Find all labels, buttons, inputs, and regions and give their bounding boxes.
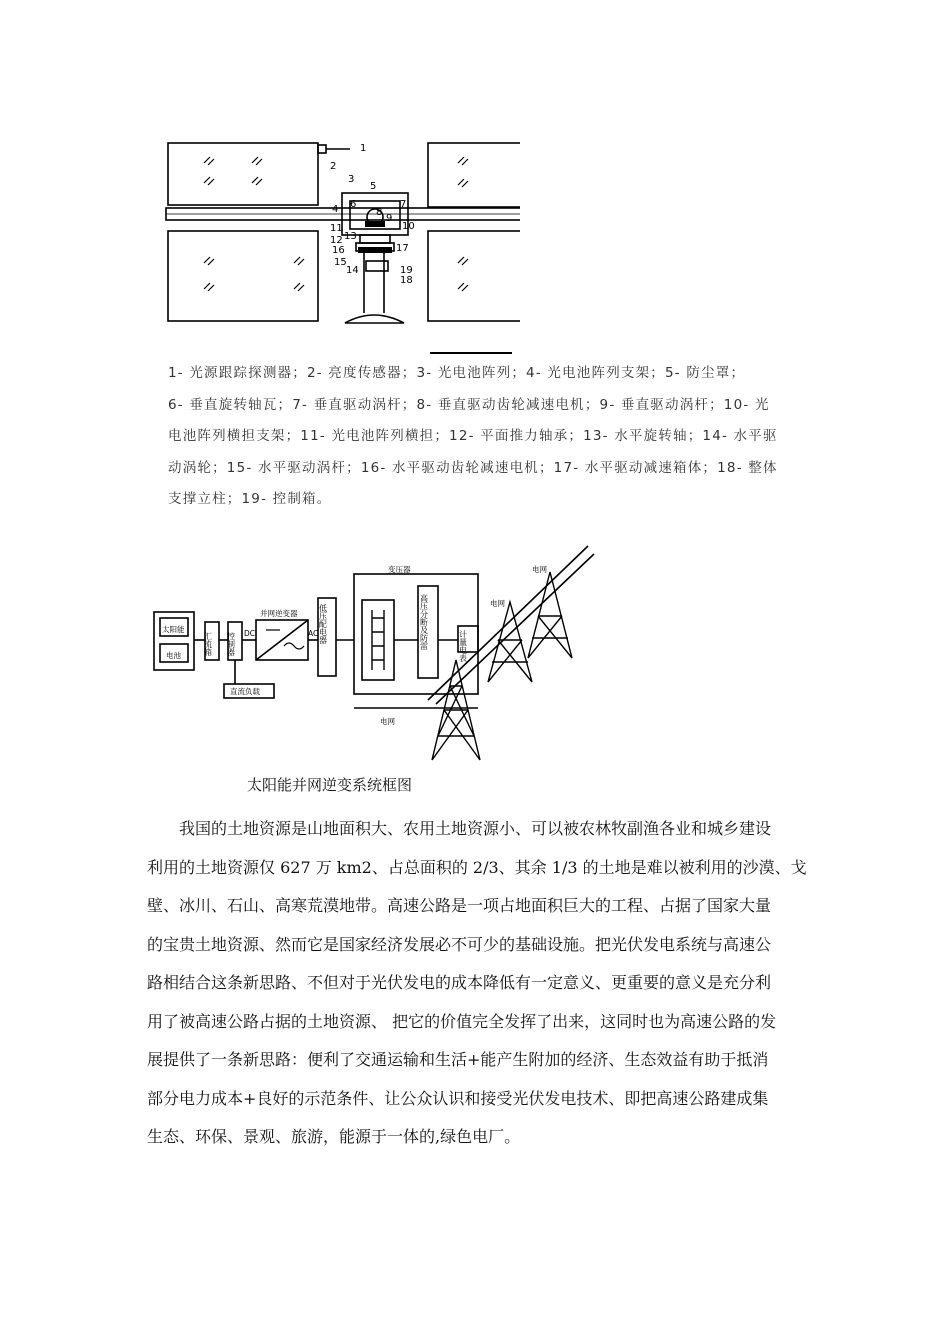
body-line: 路相结合这条新思路、不但对于光伏发电的成本降低有一定意义、更重要的意义是充分利: [147, 973, 772, 992]
part-number: 17: [396, 243, 409, 254]
solar-tracker-diagram: [160, 135, 520, 357]
part-number: 5: [370, 181, 377, 192]
body-line: 生态、环保、景观、旅游，能源于一体的,绿色电厂。: [147, 1127, 521, 1146]
legend-line: 1- 光源跟踪探测器；2- 亮度传感器；3- 光电池阵列；4- 光电池阵列支架；5- 防尘罩；: [168, 365, 746, 381]
figure-caption: 太阳能并网逆变系统框图: [247, 776, 413, 794]
grid-label: 电网: [490, 599, 505, 608]
part-number: 7: [400, 199, 407, 210]
part-number: 16: [332, 245, 345, 256]
body-line: 我国的土地资源是山地面积大、农用土地资源小、可以被农林牧副渔各业和城乡建设: [179, 819, 772, 838]
panel-label: 太阳能: [162, 625, 185, 634]
part-number: 1: [360, 143, 367, 154]
junction-label: 汇流箱: [203, 632, 213, 656]
part-number: 14: [346, 265, 359, 276]
legend-line: 电池阵列横担支架；11- 光电池阵列横担；12- 平面推力轴承；13- 水平旋转轴；14- 水平驱: [168, 428, 778, 444]
part-number: 13: [344, 231, 357, 242]
dc-label: DC: [244, 629, 256, 638]
grid-inverter-diagram: [150, 540, 595, 765]
part-number: 2: [330, 161, 337, 172]
legend-line: 动涡轮；15- 水平驱动涡杆；16- 水平驱动齿轮减速电机；17- 水平驱动减速箱体；18- 整体: [168, 459, 778, 476]
legend-line: 支撑立柱；19- 控制箱。: [168, 491, 332, 507]
body-line: 利用的土地资源仅 627 万 km2、占总面积的 2/3、其余 1/3 的土地是难以被利用的沙漠、戈: [147, 857, 807, 877]
grid-label-top: 电网: [532, 565, 547, 574]
part-number: 6: [350, 199, 357, 210]
transformer-label: 变压器: [388, 565, 411, 574]
body-line: 展提供了一条新思路：便利了交通运输和生活+能产生附加的经济、生态效益有助于抵消: [147, 1050, 769, 1069]
part-number: 12: [330, 235, 343, 246]
body-line: 部分电力成本+良好的示范条件、让公众认识和接受光伏发电技术、即把高速公路建成集: [147, 1088, 769, 1108]
part-number: 4: [332, 204, 339, 215]
part-number: 3: [348, 174, 355, 185]
part-number: 9: [386, 213, 393, 224]
body-line: 用了被高速公路占据的土地资源、 把它的价值完全发挥了出来，这同时也为高速公路的发: [147, 1011, 777, 1031]
legend-line: 6- 垂直旋转轴瓦；7- 垂直驱动涡杆；8- 垂直驱动齿轮减速电机；9- 垂直驱动涡杆；10- 光: [168, 396, 770, 413]
body-line: 壁、冰川、石山、高寒荒漠地带。高速公路是一项占地面积巨大的工程、占据了国家大量: [147, 896, 772, 915]
controller-label: 控制器: [226, 632, 236, 656]
panel-bottom-label: 电池: [166, 651, 181, 660]
hv-box-label: 高压分断及防雷: [419, 594, 429, 650]
body-paragraph: [147, 810, 807, 1157]
grid-bottom-label: 电网: [380, 717, 395, 726]
part-number: 10: [402, 221, 415, 232]
tracker-parts-legend: [168, 358, 788, 516]
part-number: 8: [376, 207, 383, 218]
body-line: 的宝贵土地资源、然而它是国家经济发展必不可少的基础设施。把光伏发电系统与高速公: [147, 934, 772, 954]
lv-dist-label: 低压配电器: [318, 604, 328, 644]
part-number: 11: [330, 223, 343, 234]
part-number: 19: [400, 265, 413, 276]
inverter-label: 并网逆变器: [260, 609, 298, 618]
meter-label: 计量电表: [458, 630, 468, 662]
ac-label: AC: [308, 629, 319, 638]
part-number: 18: [400, 275, 413, 286]
part-number: 15: [334, 257, 347, 268]
dc-load-label: 直流负载: [230, 687, 260, 696]
